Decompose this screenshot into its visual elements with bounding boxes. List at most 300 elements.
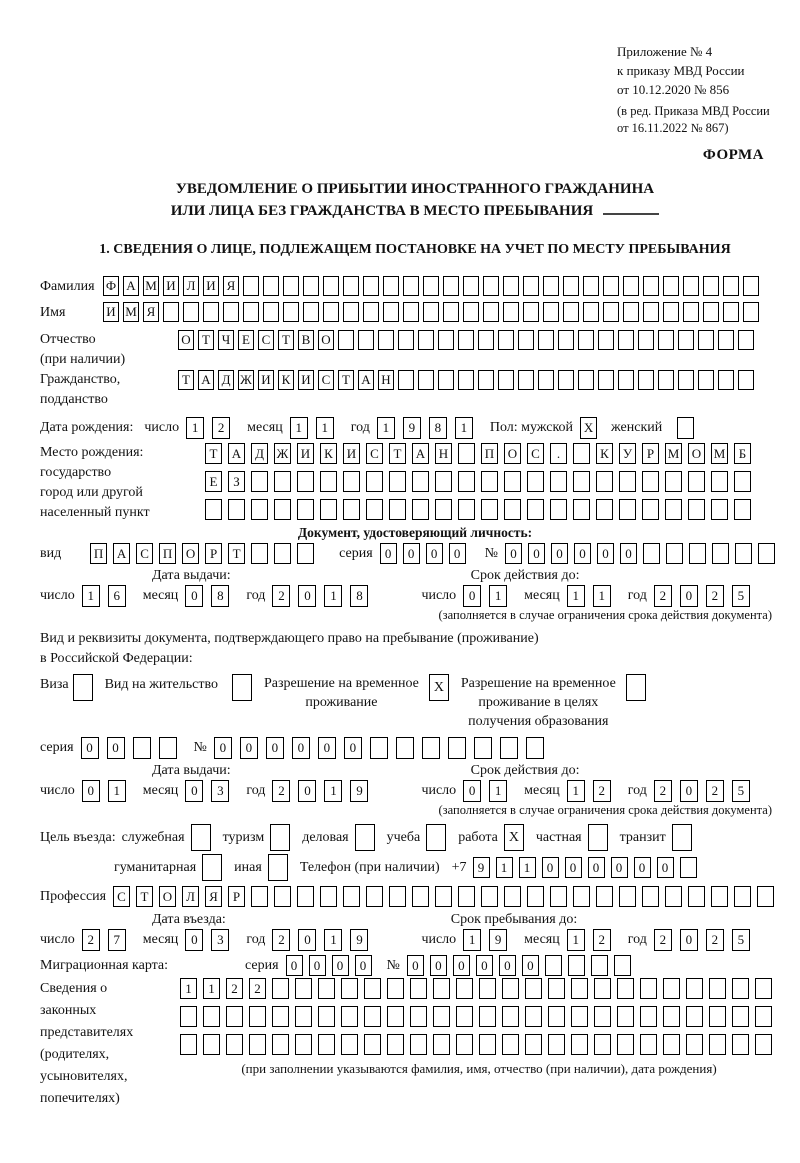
char-box[interactable] <box>303 276 319 296</box>
char-box[interactable]: 0 <box>505 543 522 564</box>
char-box[interactable] <box>666 543 683 564</box>
char-box[interactable]: 0 <box>298 585 316 607</box>
char-box[interactable]: 0 <box>565 857 582 878</box>
char-box[interactable] <box>303 302 319 322</box>
char-box[interactable] <box>481 471 498 492</box>
char-box[interactable] <box>320 886 337 907</box>
char-box[interactable]: Я <box>205 886 222 907</box>
char-box[interactable]: 0 <box>522 955 539 976</box>
char-box[interactable] <box>548 1034 565 1055</box>
char-box[interactable]: 2 <box>249 978 266 999</box>
char-box[interactable] <box>523 276 539 296</box>
char-box[interactable]: Ч <box>218 330 234 350</box>
char-box[interactable]: Т <box>198 330 214 350</box>
char-box[interactable]: 0 <box>453 955 470 976</box>
char-box[interactable] <box>594 1006 611 1027</box>
char-box[interactable] <box>228 499 245 520</box>
char-box[interactable] <box>323 276 339 296</box>
char-box[interactable] <box>596 471 613 492</box>
char-box[interactable] <box>703 276 719 296</box>
char-box[interactable]: 1 <box>593 585 611 607</box>
char-box[interactable] <box>583 276 599 296</box>
char-box[interactable] <box>323 302 339 322</box>
char-box[interactable]: 0 <box>574 543 591 564</box>
char-box[interactable]: 0 <box>449 543 466 564</box>
char-box[interactable] <box>732 1034 749 1055</box>
char-box[interactable] <box>538 370 554 390</box>
char-box[interactable]: 0 <box>588 857 605 878</box>
char-box[interactable]: 7 <box>108 929 126 951</box>
char-box[interactable] <box>410 1034 427 1055</box>
char-box[interactable]: И <box>258 370 274 390</box>
char-box[interactable]: 2 <box>593 929 611 951</box>
char-box[interactable] <box>543 276 559 296</box>
char-box[interactable] <box>483 302 499 322</box>
char-box[interactable]: 0 <box>318 737 336 759</box>
char-box[interactable] <box>443 276 459 296</box>
char-box[interactable] <box>272 978 289 999</box>
char-box[interactable] <box>435 499 452 520</box>
char-box[interactable] <box>563 302 579 322</box>
char-box[interactable] <box>578 370 594 390</box>
char-box[interactable] <box>718 330 734 350</box>
char-box[interactable]: 1 <box>290 417 308 439</box>
char-box[interactable]: 0 <box>597 543 614 564</box>
char-box[interactable] <box>568 955 585 976</box>
char-box[interactable] <box>370 737 388 759</box>
char-box[interactable]: 2 <box>212 417 230 439</box>
char-box[interactable] <box>527 499 544 520</box>
char-box[interactable]: 0 <box>266 737 284 759</box>
char-box[interactable] <box>596 886 613 907</box>
char-box[interactable]: 0 <box>634 857 651 878</box>
purpose-official-checkbox[interactable] <box>191 824 211 851</box>
char-box[interactable] <box>412 886 429 907</box>
char-box[interactable]: 0 <box>185 780 203 802</box>
char-box[interactable]: Т <box>338 370 354 390</box>
char-box[interactable] <box>263 302 279 322</box>
char-box[interactable]: С <box>258 330 274 350</box>
char-box[interactable]: Б <box>734 443 751 464</box>
char-box[interactable]: 0 <box>214 737 232 759</box>
char-box[interactable] <box>180 1006 197 1027</box>
char-box[interactable]: 2 <box>654 585 672 607</box>
char-box[interactable] <box>341 1034 358 1055</box>
char-box[interactable]: С <box>113 886 130 907</box>
char-box[interactable]: 0 <box>430 955 447 976</box>
char-box[interactable]: С <box>136 543 153 564</box>
char-box[interactable] <box>243 276 259 296</box>
char-box[interactable] <box>711 471 728 492</box>
char-box[interactable] <box>503 302 519 322</box>
char-box[interactable]: 5 <box>732 780 750 802</box>
char-box[interactable] <box>433 978 450 999</box>
char-box[interactable] <box>619 471 636 492</box>
char-box[interactable]: 8 <box>350 585 368 607</box>
char-box[interactable] <box>711 499 728 520</box>
char-box[interactable]: 1 <box>496 857 513 878</box>
char-box[interactable] <box>423 302 439 322</box>
char-box[interactable] <box>343 276 359 296</box>
char-box[interactable] <box>757 886 774 907</box>
char-box[interactable] <box>686 1006 703 1027</box>
residence-permit-checkbox[interactable] <box>232 674 252 701</box>
char-box[interactable]: 2 <box>82 929 100 951</box>
char-box[interactable]: 0 <box>463 780 481 802</box>
char-box[interactable] <box>525 1006 542 1027</box>
char-box[interactable] <box>295 1006 312 1027</box>
char-box[interactable]: Д <box>218 370 234 390</box>
char-box[interactable]: М <box>123 302 139 322</box>
char-box[interactable]: 0 <box>309 955 326 976</box>
char-box[interactable]: 0 <box>551 543 568 564</box>
char-box[interactable]: 0 <box>298 780 316 802</box>
char-box[interactable] <box>435 471 452 492</box>
char-box[interactable] <box>478 330 494 350</box>
char-box[interactable]: 0 <box>680 780 698 802</box>
char-box[interactable] <box>320 499 337 520</box>
char-box[interactable] <box>318 1034 335 1055</box>
char-box[interactable] <box>364 978 381 999</box>
char-box[interactable]: М <box>711 443 728 464</box>
char-box[interactable] <box>383 302 399 322</box>
char-box[interactable] <box>504 886 521 907</box>
char-box[interactable]: 0 <box>657 857 674 878</box>
char-box[interactable] <box>735 543 752 564</box>
char-box[interactable] <box>422 737 440 759</box>
char-box[interactable] <box>578 330 594 350</box>
char-box[interactable]: Л <box>182 886 199 907</box>
char-box[interactable] <box>226 1034 243 1055</box>
char-box[interactable]: 0 <box>355 955 372 976</box>
char-box[interactable]: 0 <box>680 585 698 607</box>
char-box[interactable] <box>743 276 759 296</box>
char-box[interactable]: 0 <box>344 737 362 759</box>
char-box[interactable]: Т <box>228 543 245 564</box>
char-box[interactable]: Р <box>228 886 245 907</box>
char-box[interactable] <box>732 1006 749 1027</box>
char-box[interactable]: 0 <box>82 780 100 802</box>
char-box[interactable]: 0 <box>240 737 258 759</box>
purpose-private-checkbox[interactable] <box>588 824 608 851</box>
char-box[interactable]: 0 <box>332 955 349 976</box>
char-box[interactable]: 1 <box>489 585 507 607</box>
char-box[interactable] <box>438 370 454 390</box>
char-box[interactable] <box>398 370 414 390</box>
char-box[interactable]: 1 <box>186 417 204 439</box>
char-box[interactable] <box>518 330 534 350</box>
char-box[interactable] <box>571 1034 588 1055</box>
char-box[interactable]: Т <box>389 443 406 464</box>
char-box[interactable]: 0 <box>476 955 493 976</box>
char-box[interactable] <box>603 276 619 296</box>
char-box[interactable]: 0 <box>463 585 481 607</box>
char-box[interactable]: 0 <box>185 929 203 951</box>
char-box[interactable] <box>683 276 699 296</box>
char-box[interactable] <box>481 886 498 907</box>
char-box[interactable] <box>412 499 429 520</box>
char-box[interactable] <box>718 370 734 390</box>
purpose-other-checkbox[interactable] <box>268 854 288 881</box>
char-box[interactable] <box>518 370 534 390</box>
char-box[interactable]: 9 <box>403 417 421 439</box>
char-box[interactable]: З <box>228 471 245 492</box>
char-box[interactable] <box>550 886 567 907</box>
char-box[interactable]: Ж <box>274 443 291 464</box>
char-box[interactable] <box>583 302 599 322</box>
char-box[interactable] <box>263 276 279 296</box>
char-box[interactable] <box>297 471 314 492</box>
char-box[interactable] <box>680 857 697 878</box>
char-box[interactable] <box>364 1034 381 1055</box>
char-box[interactable]: 0 <box>611 857 628 878</box>
char-box[interactable] <box>159 737 177 759</box>
char-box[interactable]: 0 <box>426 543 443 564</box>
char-box[interactable] <box>665 499 682 520</box>
char-box[interactable]: А <box>358 370 374 390</box>
char-box[interactable] <box>341 1006 358 1027</box>
char-box[interactable] <box>249 1034 266 1055</box>
char-box[interactable]: 2 <box>272 585 290 607</box>
purpose-humanitarian-checkbox[interactable] <box>202 854 222 881</box>
char-box[interactable] <box>723 302 739 322</box>
char-box[interactable] <box>295 978 312 999</box>
char-box[interactable]: 5 <box>732 929 750 951</box>
char-box[interactable] <box>758 543 775 564</box>
char-box[interactable]: 1 <box>567 780 585 802</box>
char-box[interactable]: В <box>298 330 314 350</box>
purpose-work-checkbox[interactable]: X <box>504 824 524 851</box>
char-box[interactable] <box>274 543 291 564</box>
char-box[interactable] <box>642 886 659 907</box>
char-box[interactable] <box>686 1034 703 1055</box>
char-box[interactable] <box>364 1006 381 1027</box>
char-box[interactable]: 0 <box>286 955 303 976</box>
char-box[interactable]: О <box>178 330 194 350</box>
char-box[interactable] <box>163 302 179 322</box>
char-box[interactable] <box>658 330 674 350</box>
char-box[interactable] <box>396 737 414 759</box>
char-box[interactable]: 1 <box>463 929 481 951</box>
char-box[interactable] <box>640 1034 657 1055</box>
char-box[interactable]: И <box>297 443 314 464</box>
char-box[interactable] <box>643 276 659 296</box>
char-box[interactable] <box>479 978 496 999</box>
char-box[interactable] <box>663 302 679 322</box>
char-box[interactable] <box>543 302 559 322</box>
char-box[interactable]: 0 <box>107 737 125 759</box>
char-box[interactable] <box>571 978 588 999</box>
char-box[interactable] <box>683 302 699 322</box>
char-box[interactable] <box>640 978 657 999</box>
char-box[interactable] <box>366 471 383 492</box>
char-box[interactable]: 0 <box>298 929 316 951</box>
char-box[interactable]: К <box>320 443 337 464</box>
char-box[interactable] <box>617 1034 634 1055</box>
char-box[interactable] <box>479 1006 496 1027</box>
char-box[interactable] <box>503 276 519 296</box>
char-box[interactable]: 1 <box>324 780 342 802</box>
char-box[interactable] <box>297 886 314 907</box>
char-box[interactable]: 1 <box>203 978 220 999</box>
char-box[interactable]: Е <box>238 330 254 350</box>
char-box[interactable] <box>658 370 674 390</box>
char-box[interactable] <box>643 543 660 564</box>
char-box[interactable] <box>363 302 379 322</box>
char-box[interactable] <box>389 499 406 520</box>
char-box[interactable]: 3 <box>211 929 229 951</box>
char-box[interactable]: О <box>182 543 199 564</box>
char-box[interactable] <box>389 471 406 492</box>
char-box[interactable]: 0 <box>680 929 698 951</box>
char-box[interactable] <box>755 1006 772 1027</box>
char-box[interactable]: 6 <box>108 585 126 607</box>
char-box[interactable]: 2 <box>706 780 724 802</box>
char-box[interactable] <box>594 978 611 999</box>
char-box[interactable] <box>438 330 454 350</box>
char-box[interactable] <box>203 302 219 322</box>
char-box[interactable] <box>665 886 682 907</box>
char-box[interactable]: 0 <box>292 737 310 759</box>
char-box[interactable] <box>591 955 608 976</box>
char-box[interactable] <box>318 1006 335 1027</box>
char-box[interactable] <box>548 978 565 999</box>
char-box[interactable]: О <box>318 330 334 350</box>
char-box[interactable] <box>297 543 314 564</box>
char-box[interactable]: А <box>123 276 139 296</box>
char-box[interactable] <box>623 276 639 296</box>
sex-female-checkbox[interactable] <box>677 417 694 439</box>
char-box[interactable] <box>398 330 414 350</box>
char-box[interactable] <box>283 276 299 296</box>
char-box[interactable] <box>663 1034 680 1055</box>
char-box[interactable]: 1 <box>82 585 100 607</box>
char-box[interactable] <box>498 330 514 350</box>
char-box[interactable]: 9 <box>350 780 368 802</box>
char-box[interactable]: 2 <box>654 929 672 951</box>
char-box[interactable] <box>410 1006 427 1027</box>
char-box[interactable] <box>571 1006 588 1027</box>
char-box[interactable] <box>183 302 199 322</box>
char-box[interactable] <box>596 499 613 520</box>
temp-residence-checkbox[interactable]: X <box>429 674 449 701</box>
char-box[interactable] <box>295 1034 312 1055</box>
char-box[interactable] <box>387 1006 404 1027</box>
char-box[interactable] <box>573 443 590 464</box>
char-box[interactable] <box>502 1034 519 1055</box>
char-box[interactable] <box>483 276 499 296</box>
char-box[interactable]: А <box>198 370 214 390</box>
char-box[interactable] <box>688 886 705 907</box>
char-box[interactable] <box>550 471 567 492</box>
char-box[interactable]: О <box>159 886 176 907</box>
char-box[interactable]: П <box>481 443 498 464</box>
char-box[interactable] <box>738 330 754 350</box>
char-box[interactable]: Н <box>435 443 452 464</box>
char-box[interactable]: С <box>318 370 334 390</box>
char-box[interactable] <box>458 370 474 390</box>
char-box[interactable]: И <box>298 370 314 390</box>
char-box[interactable] <box>525 1034 542 1055</box>
char-box[interactable] <box>732 978 749 999</box>
char-box[interactable]: Т <box>178 370 194 390</box>
char-box[interactable] <box>743 302 759 322</box>
char-box[interactable] <box>638 370 654 390</box>
char-box[interactable]: 2 <box>272 929 290 951</box>
char-box[interactable] <box>689 543 706 564</box>
char-box[interactable] <box>755 978 772 999</box>
char-box[interactable] <box>320 471 337 492</box>
char-box[interactable]: К <box>596 443 613 464</box>
char-box[interactable] <box>603 302 619 322</box>
char-box[interactable]: 0 <box>542 857 559 878</box>
char-box[interactable] <box>418 370 434 390</box>
char-box[interactable] <box>527 471 544 492</box>
char-box[interactable] <box>410 978 427 999</box>
char-box[interactable]: П <box>159 543 176 564</box>
char-box[interactable]: 0 <box>528 543 545 564</box>
char-box[interactable]: 1 <box>324 929 342 951</box>
char-box[interactable] <box>663 276 679 296</box>
char-box[interactable] <box>617 978 634 999</box>
char-box[interactable]: 1 <box>489 780 507 802</box>
char-box[interactable]: 1 <box>567 585 585 607</box>
char-box[interactable]: Л <box>183 276 199 296</box>
char-box[interactable]: Т <box>136 886 153 907</box>
char-box[interactable]: 0 <box>403 543 420 564</box>
char-box[interactable] <box>709 1034 726 1055</box>
purpose-tourism-checkbox[interactable] <box>270 824 290 851</box>
char-box[interactable] <box>343 302 359 322</box>
char-box[interactable] <box>525 978 542 999</box>
char-box[interactable] <box>642 499 659 520</box>
char-box[interactable] <box>563 276 579 296</box>
char-box[interactable]: Р <box>642 443 659 464</box>
char-box[interactable] <box>458 443 475 464</box>
char-box[interactable]: 2 <box>706 929 724 951</box>
char-box[interactable]: А <box>412 443 429 464</box>
char-box[interactable] <box>618 330 634 350</box>
char-box[interactable] <box>358 330 374 350</box>
char-box[interactable] <box>594 1034 611 1055</box>
char-box[interactable] <box>403 276 419 296</box>
char-box[interactable]: К <box>278 370 294 390</box>
char-box[interactable] <box>686 978 703 999</box>
char-box[interactable] <box>433 1034 450 1055</box>
char-box[interactable] <box>558 330 574 350</box>
char-box[interactable] <box>538 330 554 350</box>
char-box[interactable]: 1 <box>108 780 126 802</box>
sex-male-checkbox[interactable]: X <box>580 417 597 439</box>
char-box[interactable]: Н <box>378 370 394 390</box>
char-box[interactable]: 8 <box>429 417 447 439</box>
char-box[interactable] <box>527 886 544 907</box>
visa-checkbox[interactable] <box>73 674 93 701</box>
char-box[interactable]: Я <box>143 302 159 322</box>
char-box[interactable] <box>619 499 636 520</box>
char-box[interactable] <box>387 978 404 999</box>
char-box[interactable] <box>638 330 654 350</box>
char-box[interactable] <box>618 370 634 390</box>
char-box[interactable] <box>418 330 434 350</box>
char-box[interactable] <box>180 1034 197 1055</box>
char-box[interactable] <box>598 330 614 350</box>
char-box[interactable] <box>443 302 459 322</box>
char-box[interactable]: Д <box>251 443 268 464</box>
char-box[interactable]: О <box>504 443 521 464</box>
char-box[interactable] <box>366 499 383 520</box>
char-box[interactable] <box>498 370 514 390</box>
